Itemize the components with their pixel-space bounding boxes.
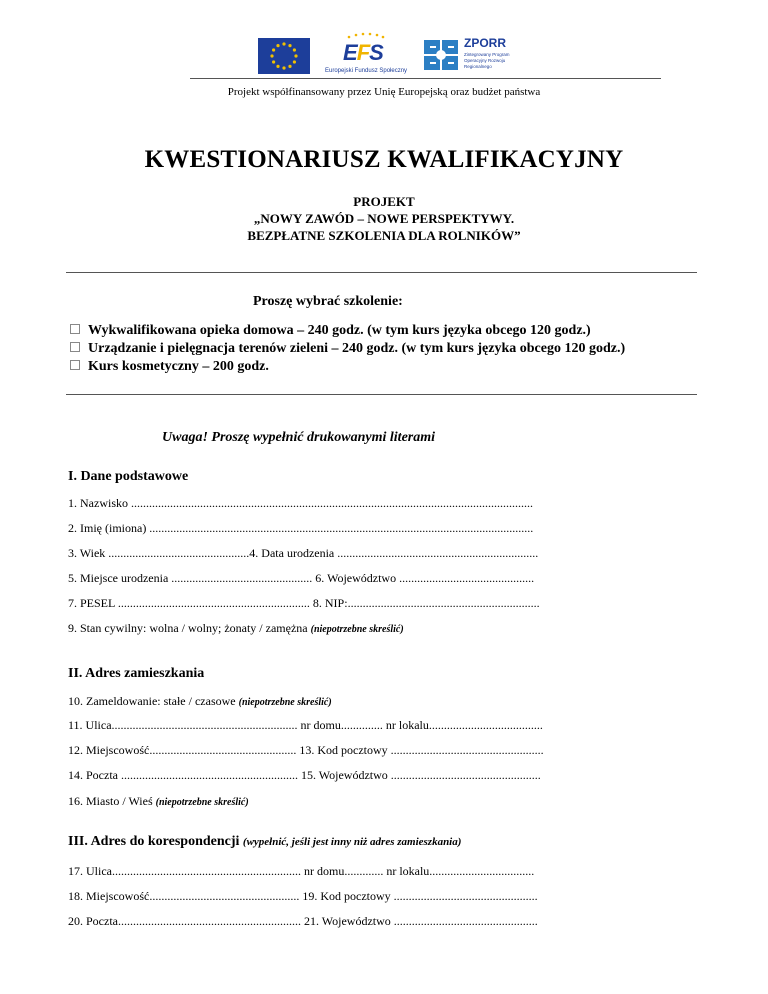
- strike-note: (niepotrzebne skreślić): [238, 697, 332, 708]
- field-marital-status[interactable]: [68, 621, 404, 636]
- registration-label: 10. Zameldowanie: stałe / czasowe: [68, 694, 236, 708]
- training-prompt: Proszę wybrać szkolenie:: [253, 294, 403, 309]
- training-option-label: Kurs kosmetyczny – 200 godz.: [88, 359, 269, 374]
- header-divider: [190, 78, 661, 79]
- field-registration[interactable]: [68, 694, 332, 709]
- field-surname[interactable]: 1. Nazwisko ......................................................................................................................................: [68, 496, 533, 510]
- project-name: [0, 193, 768, 244]
- training-option-1[interactable]: [70, 323, 591, 339]
- strike-note: (niepotrzebne skreślić): [155, 797, 249, 808]
- field-post-voivodeship[interactable]: 14. Poczta ........................................................... 15. Województwo ..................................................: [68, 768, 541, 782]
- field-birthplace-voivodeship[interactable]: 5. Miejsce urodzenia ............................................... 6. Województwo .............................................: [68, 571, 535, 585]
- field-corr-street[interactable]: 17. Ulica............................................................... nr domu............. nr lokalu...................................: [68, 864, 535, 878]
- field-first-names[interactable]: 2. Imię (imiona) ................................................................................................................................: [68, 521, 534, 535]
- header-logos: [0, 28, 768, 78]
- field-town-village[interactable]: [68, 794, 249, 809]
- field-city-postcode[interactable]: 12. Miejscowość................................................. 13. Kod pocztowy ...................................................: [68, 743, 544, 757]
- zporr-subtitle: Zintegrowany Program Operacyjny Rozwoju Regionalnego: [464, 52, 510, 69]
- fill-instruction: Uwaga! Proszę wypełnić drukowanymi literami: [162, 430, 436, 445]
- section-heading-correspondence: [68, 834, 461, 850]
- field-age-birthdate[interactable]: 3. Wiek ...............................................4. Data urodzenia ...................................................................: [68, 546, 539, 560]
- zporr-logo: [422, 34, 532, 78]
- divider-top: [66, 272, 697, 273]
- project-line-3: BEZPŁATNE SZKOLENIA DLA ROLNIKÓW”: [247, 228, 521, 243]
- section-heading-residence: II. Adres zamieszkania: [68, 666, 205, 681]
- efs-logo: [325, 32, 408, 78]
- efs-stars-icon: [345, 32, 387, 40]
- field-street[interactable]: 11. Ulica.............................................................. nr domu.............. nr lokalu......................................: [68, 718, 543, 732]
- page-title: KWESTIONARIUSZ KWALIFIKACYJNY: [144, 146, 624, 173]
- field-pesel-nip[interactable]: 7. PESEL ................................................................ 8. NIP:................................................................: [68, 596, 540, 610]
- section-heading-basic-data: I. Dane podstawowe: [68, 469, 189, 484]
- correspondence-heading: III. Adres do korespondencji: [68, 834, 240, 849]
- project-line-1: PROJEKT: [353, 194, 415, 209]
- divider-bottom: [66, 394, 697, 395]
- checkbox-icon[interactable]: [70, 360, 80, 370]
- zporr-name: ZPORR: [464, 36, 506, 50]
- training-option-3[interactable]: [70, 359, 269, 375]
- efs-subtitle: Europejski Fundusz Społeczny: [325, 68, 408, 74]
- training-option-2[interactable]: [70, 341, 625, 357]
- checkbox-icon[interactable]: [70, 324, 80, 334]
- marital-status-label: 9. Stan cywilny: wolna / wolny; żonaty / zamężna: [68, 621, 308, 635]
- training-option-label: Wykwalifikowana opieka domowa – 240 godz. (w tym kurs języka obcego 120 godz.): [88, 323, 591, 338]
- zporr-mark-icon: [422, 36, 460, 72]
- town-village-label: 16. Miasto / Wieś: [68, 794, 153, 808]
- strike-note: (niepotrzebne skreślić): [310, 624, 404, 635]
- cofinancing-note: Projekt współfinansowany przez Unię Europejską oraz budżet państwa: [227, 86, 541, 98]
- efs-letters: EFS: [343, 40, 383, 65]
- correspondence-note: (wypełnić, jeśli jest inny niż adres zamieszkania): [242, 836, 462, 848]
- field-corr-post-voivodeship[interactable]: 20. Poczta............................................................. 21. Województwo ................................................: [68, 914, 538, 928]
- training-option-label: Urządzanie i pielęgnacja terenów zieleni – 240 godz. (w tym kurs języka obcego 120 godz.): [88, 341, 626, 356]
- project-line-2: „NOWY ZAWÓD – NOWE PERSPEKTYWY.: [253, 211, 515, 226]
- eu-flag-logo: [258, 38, 310, 74]
- field-corr-city-postcode[interactable]: 18. Miejscowość.................................................. 19. Kod pocztowy ................................................: [68, 889, 538, 903]
- checkbox-icon[interactable]: [70, 342, 80, 352]
